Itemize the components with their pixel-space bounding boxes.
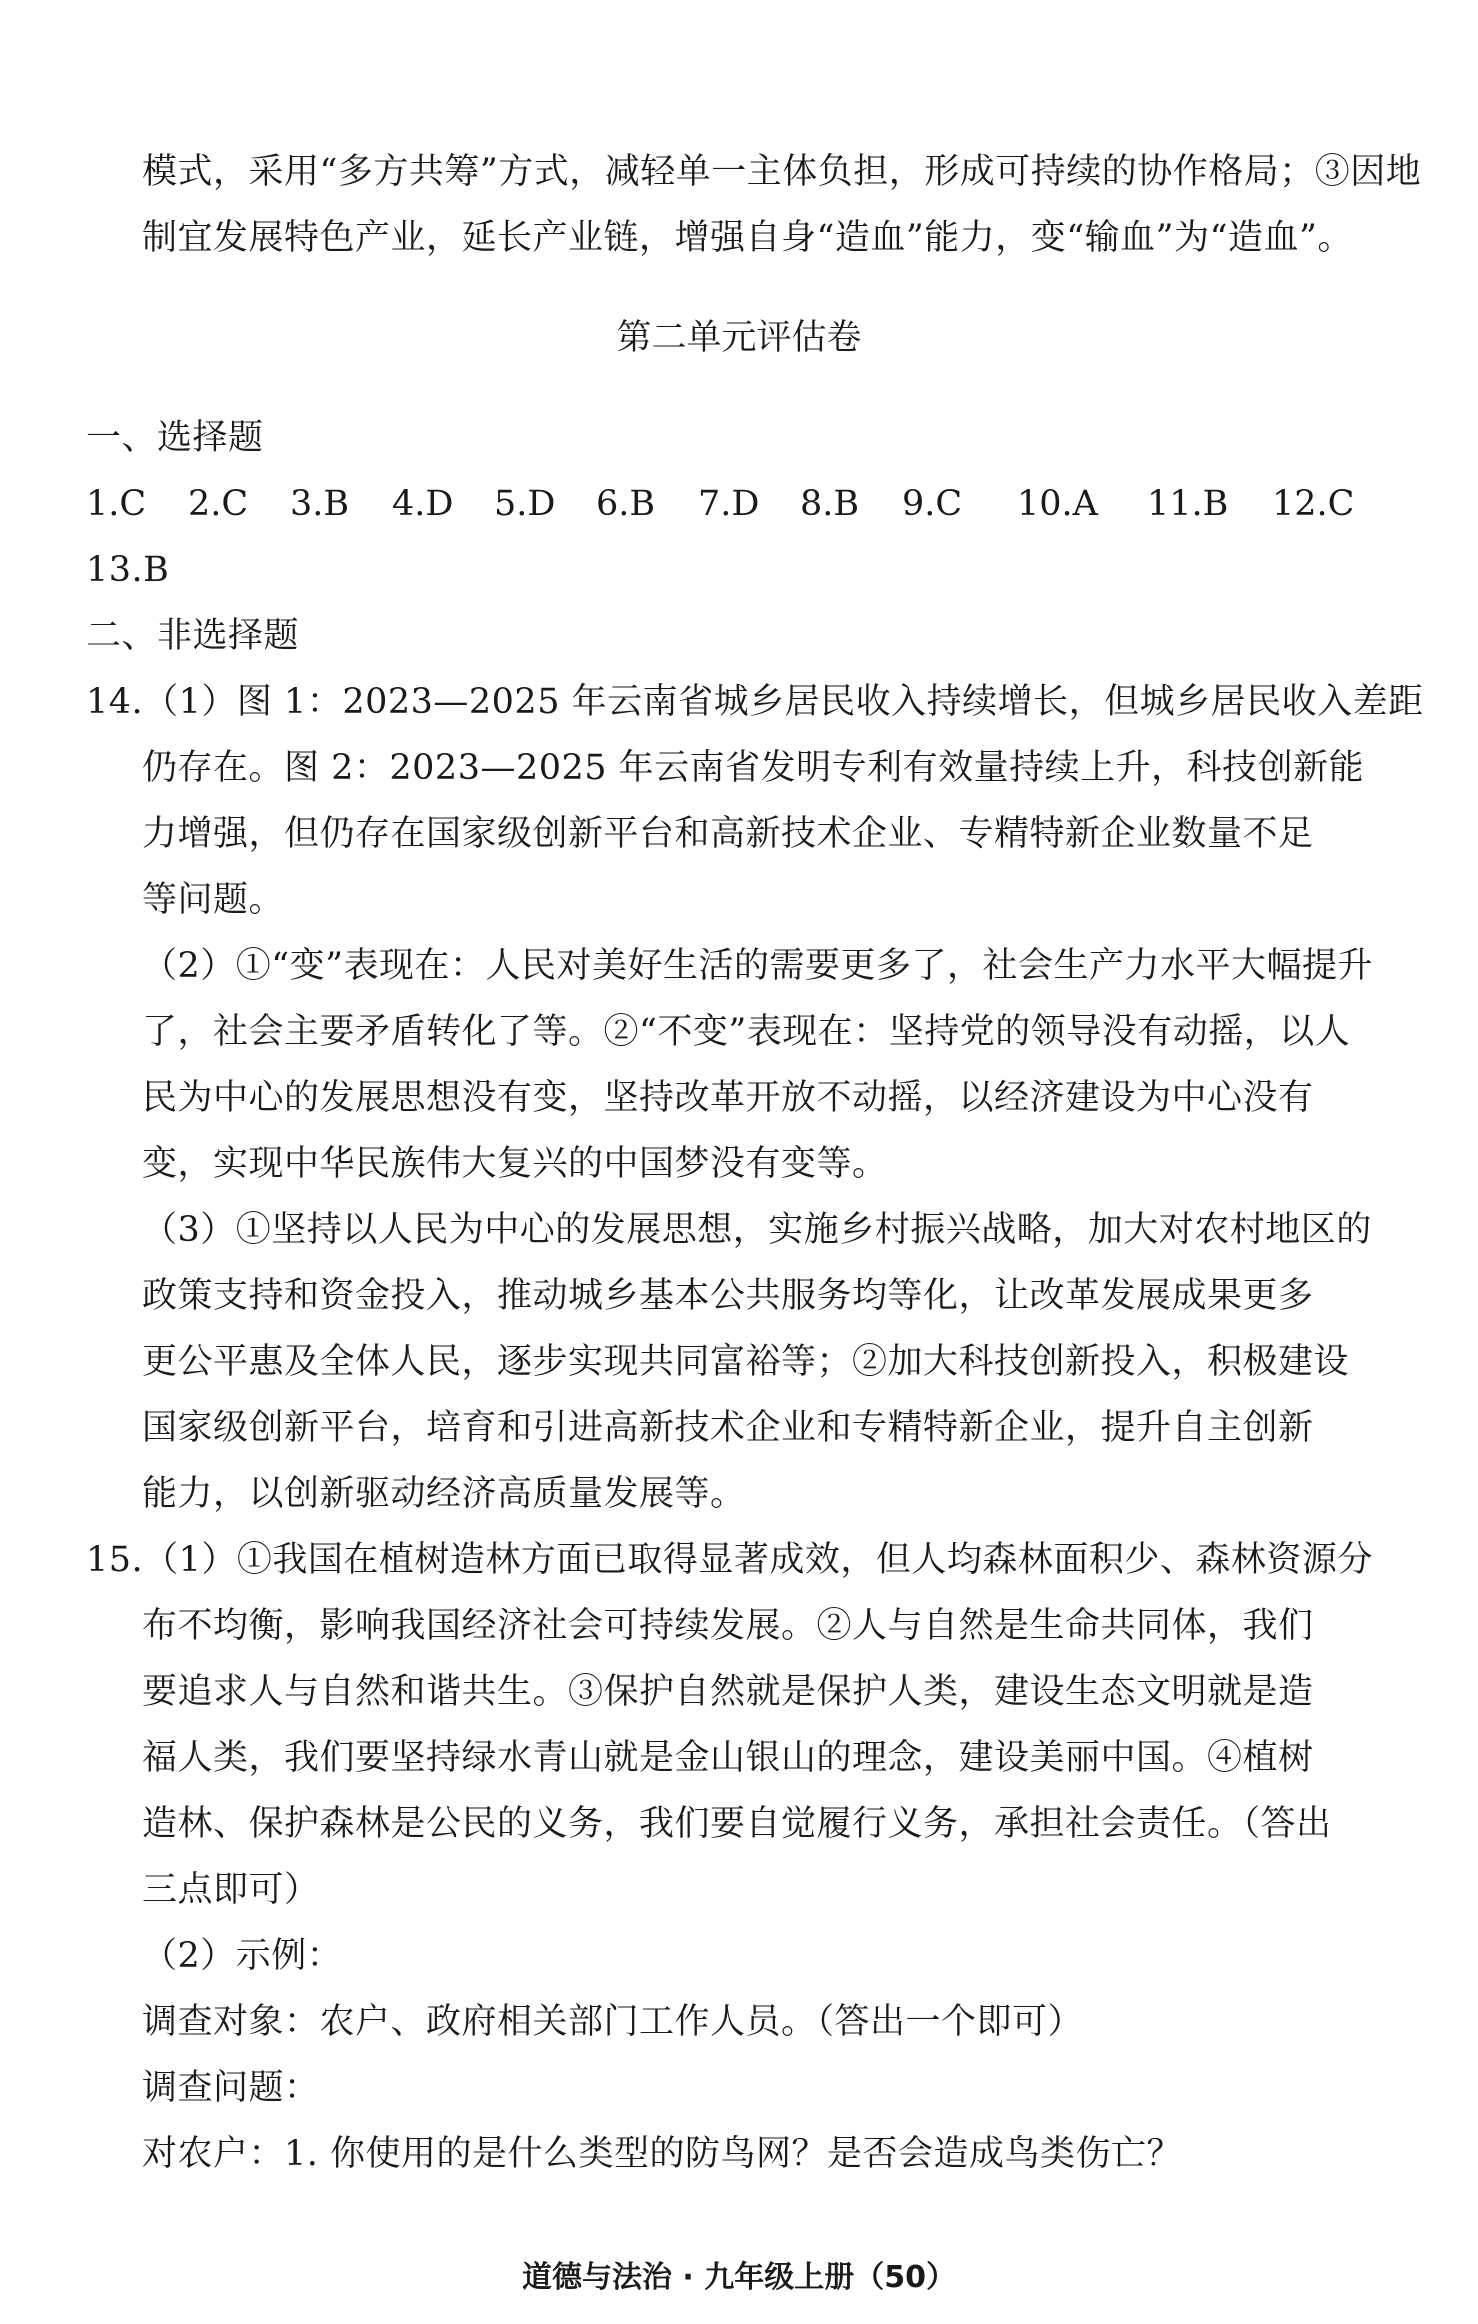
q14-line: （2）①“变”表现在：人民对美好生活的需要更多了，社会生产力水平大幅提升 [142,946,1374,986]
q15-line: 福人类，我们要坚持绿水青山就是金山银山的理念，建设美丽中国。④植树 [142,1738,1314,1778]
q14-line: 政策支持和资金投入，推动城乡基本公共服务均等化，让改革发展成果更多 [142,1276,1314,1316]
q14-line: 民为中心的发展思想没有变，坚持改革开放不动摇，以经济建设为中心没有 [142,1078,1314,1118]
answer-item: 8.B [800,484,860,524]
answer-row [86,482,1372,526]
answer-item: 11.B [1147,484,1229,524]
answer-item: 2.C [188,484,249,524]
q14-line: 更公平惠及全体人民，逐步实现共同富裕等；②加大科技创新投入，积极建设 [142,1342,1350,1382]
continuation-line-2: 制宜发展特色产业，延长产业链，增强自身“造血”能力，变“输血”为“造血”。 [142,218,1353,258]
continuation-line-1: 模式，采用“多方共筹”方式，减轻单一主体负担，形成可持续的协作格局；③因地 [142,152,1422,192]
q15-line: 15.（1）①我国在植树造林方面已取得显著成效，但人均森林面积少、森林资源分 [86,1540,1373,1580]
part1-heading: 一、选择题 [86,418,264,458]
answer-item: 12.C [1272,484,1355,524]
q14-line: 仍存在。图 2：2023—2025 年云南省发明专利有效量持续上升，科技创新能 [142,748,1365,788]
q15-line: 调查问题： [142,2068,320,2108]
answer-item: 1.C [86,484,147,524]
section-title: 第二单元评估卷 [616,318,862,358]
q14-line: （3）①坚持以人民为中心的发展思想，实施乡村振兴战略，加大对农村地区的 [142,1210,1372,1250]
q15-line: 要追求人与自然和谐共生。③保护自然就是保护人类，建设生态文明就是造 [142,1672,1314,1712]
answer-item: 9.C [902,484,963,524]
answer-item: 6.B [596,484,656,524]
q14-line: 变，实现中华民族伟大复兴的中国梦没有变等。 [142,1144,888,1184]
q15-line: 三点即可） [142,1870,320,1910]
q14-line: 国家级创新平台，培育和引进高新技术企业和专精特新企业，提升自主创新 [142,1408,1314,1448]
q14-line: 能力，以创新驱动经济高质量发展等。 [142,1474,746,1514]
q15-line: 对农户：1. 你使用的是什么类型的防鸟网？是否会造成鸟类伤亡？ [142,2134,1183,2174]
q14-line: 了，社会主要矛盾转化了等。②“不变”表现在：坚持党的领导没有动摇，以人 [142,1012,1351,1052]
q14-line: 等问题。 [142,880,285,920]
q15-line: 造林、保护森林是公民的义务，我们要自觉履行义务，承担社会责任。（答出 [142,1804,1332,1844]
q14-line: 14.（1）图 1：2023—2025 年云南省城乡居民收入持续增长，但城乡居民收入差距 [86,682,1424,722]
answer-item: 7.D [698,484,760,524]
q14-line: 力增强，但仍存在国家级创新平台和高新技术企业、专精特新企业数量不足 [142,814,1314,854]
answer-item: 3.B [290,484,350,524]
q15-line: 布不均衡，影响我国经济社会可持续发展。②人与自然是生命共同体，我们 [142,1606,1314,1646]
page-footer: 道德与法治 · 九年级上册（50） [521,2260,957,2295]
answer-item: 10.A [1017,484,1098,524]
q15-line: 调查对象：农户、政府相关部门工作人员。（答出一个即可） [142,2002,1084,2042]
q15-line: （2）示例： [142,1936,343,1976]
answer-item-13: 13.B [86,550,170,590]
part2-heading: 二、非选择题 [86,616,300,656]
answer-item: 5.D [494,484,556,524]
answer-item: 4.D [392,484,454,524]
